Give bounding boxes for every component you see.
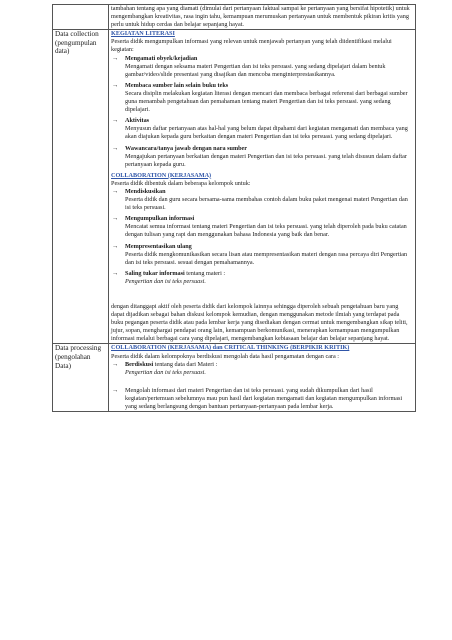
item-title: Mempresentasikan ulang (125, 242, 192, 250)
arrow-icon: → (112, 81, 119, 89)
item-title: Wawancara/tanya jawab dengan nara sumber (125, 144, 248, 152)
row-content (109, 344, 416, 412)
paragraph: tambahan tentang apa yang diamati (dimulai dari pertanyaan faktual sampai ke pertanyaan yang bersifat hipotetik) untuk mengembangkan kreativitas, rasa ingin tahu, kemampuan merumuskan pertanyaan untuk membentuk pikiran kritis yang perlu untuk hidup cerdas dan belajar sepanjang hayat. (111, 5, 410, 29)
item-body: Mengajukan pertanyaan berkaitan dengan materi Pengertian dan isi teks persuasi. yang telah disusun dalam daftar pertanyaan kepada guru. (125, 152, 407, 168)
list-item (111, 270, 413, 286)
row-label-empty (53, 5, 109, 30)
section-heading: KEGIATAN LITERASI (111, 30, 175, 38)
item-body: Menyusun daftar pertanyaan atas hal-hal yang belum dapat dipahami dari kegiatan mengamati dan membaca yang akan diajukan kepada guru berkaitan dengan materi Pengertian dan isi teks persuasi. yang sedang dipelajari. (125, 125, 408, 141)
list-item (111, 55, 413, 79)
table-row (53, 5, 416, 30)
item-body: Peserta didik dan guru secara bersama-sama membahas contoh dalam buku paket mengenai materi Pengertian dan isi teks persuasi. (125, 196, 408, 212)
lesson-activity-table (52, 4, 416, 412)
item-title: Saling tukar informasi (125, 269, 185, 277)
list-item (111, 361, 413, 377)
list-item (111, 188, 413, 212)
arrow-icon: → (112, 269, 119, 277)
list-item (111, 145, 413, 169)
item-title-rest: tentang data dari Materi : (153, 360, 218, 368)
row-label: Data processing (pengolahan Data) (53, 344, 109, 412)
arrow-icon: → (112, 54, 119, 62)
item-text: Mengolah informasi dari materi Pengertian dan isi teks persuasi. yang sudah dikumpulkan dari hasil kegiatan/pertemuan sebelumnya mau pun hasil dari kegiatan mengamati dan kegiatan mengumpulkan informasi yang sedang berlangsung dengan bantuan pertanyaan-pertanyaan pada lembar kerja. (125, 386, 403, 411)
section-heading: COLLABORATION (KERJASAMA) dan CRITICAL THINKING (BERPIKIR KRITIK) (111, 344, 350, 352)
item-body: Secara disiplin melakukan kegiatan literasi dengan mencari dan membaca berbagai referensi dari berbagai sumber guna menambah pengetahuan dan pemahaman tentang materi Pengertian dan isi teks persuasi. yang sedang dipelajari. (125, 89, 408, 114)
item-topic: Pengertian dan isi teks persuasi. (125, 277, 206, 285)
list-item (111, 243, 413, 267)
list-item (111, 215, 413, 239)
item-body: Mengamati dengan seksama materi Pengertian dan isi teks persuasi. yang sedang dipelajari dalam bentuk gambar/video/slide presentasi yang disajikan dan mencoba menginterprestasikannya. (125, 62, 386, 78)
section-heading: COLLABORATION (KERJASAMA) (111, 171, 212, 179)
list-item (111, 117, 413, 141)
paragraph: Peserta didik dibentuk dalam beberapa kelompok untuk: (111, 179, 251, 187)
arrow-icon: → (112, 360, 119, 368)
paragraph: Peserta didik dalam kelompoknya berdiskusi mengolah data hasil pengamatan dengan cara : (111, 352, 340, 360)
item-title: Mengamati obyek/kejadian (125, 54, 198, 62)
arrow-icon: → (112, 215, 119, 223)
row-content (109, 30, 416, 344)
paragraph: dengan ditanggapi aktif oleh peserta didik dari kelompok lainnya sehingga diperoleh sebuah pengetahuan baru yang dapat dijadikan sebagai bahan diskusi kelompok kemudian, dengan menggunakan metode ilmiah yang terdapat pada buku pegangan peserta didik atau pada lembar kerja yang disediakan dengan cermat untuk mengembangkan sikap teliti, jujur, sopan, menghargai pendapat orang lain, kemampuan berkomunikasi, menerapkan kemampuan mengumpulkan informasi melalui berbagai cara yang dipelajari, mengembangkan kebiasaan belajar dan belajar sepanjang hayat. (111, 303, 408, 343)
item-title: Berdiskusi (125, 360, 154, 368)
row-content (109, 5, 416, 30)
arrow-icon: → (112, 117, 119, 125)
item-title: Aktivitas (125, 117, 150, 125)
item-body: Mencatat semua informasi tentang materi Pengertian dan isi teks persuasi. yang telah diperoleh pada buku catatan dengan tulisan yang rapi dan menggunakan bahasa Indonesia yang baik dan benar. (125, 223, 407, 239)
list-item (111, 387, 413, 411)
arrow-icon: → (112, 242, 119, 250)
table-row (53, 30, 416, 344)
item-title: Mendiskusikan (125, 187, 166, 195)
row-label: Data collection (pengumpulan data) (53, 30, 109, 344)
arrow-icon: → (112, 187, 119, 195)
item-body: Peserta didik mengkomunikasikan secara lisan atau mempresentasikan materi dengan rasa percaya diri Pengertian dan isi teks persuasi. sesuai dengan pemahamannya. (125, 250, 408, 266)
arrow-icon: → (112, 144, 119, 152)
item-title: Membaca sumber lain selain buku teks (125, 81, 229, 89)
spacer (111, 289, 413, 303)
item-title-rest: tentang materi : (184, 269, 226, 277)
arrow-icon: → (112, 386, 119, 394)
paragraph: Peserta didik mengumpulkan informasi yang relevan untuk menjawab pertanyan yang telah diidentifikasi melalui kegiatan: (111, 38, 392, 54)
item-topic: Pengertian dan isi teks persuasi. (125, 368, 206, 376)
item-title: Mengumpulkan informasi (125, 215, 195, 223)
list-item (111, 82, 413, 114)
table-row (53, 344, 416, 412)
spacer (111, 380, 413, 387)
